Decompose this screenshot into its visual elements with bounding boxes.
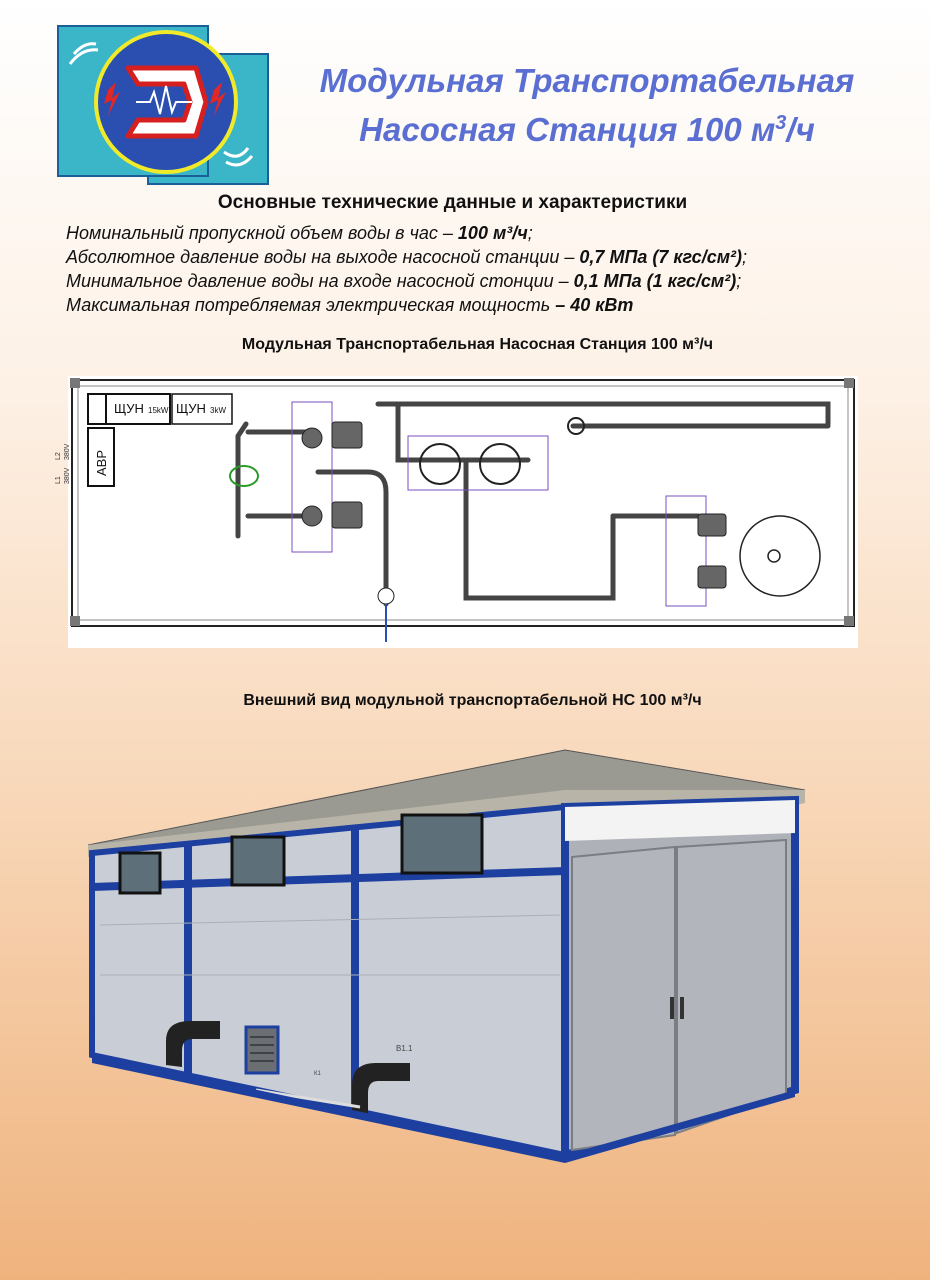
title-line-1: Модульная Транспортабельная bbox=[319, 62, 855, 99]
spec-item: Номинальный пропускной объем воды в час – 100 м³/ч; bbox=[66, 223, 533, 243]
specs-list bbox=[66, 221, 896, 317]
photo-caption: Внешний вид модульной транспортабельной НС 100 м³/ч bbox=[243, 692, 702, 709]
marking-k1: К1 bbox=[314, 1071, 321, 1077]
spec-item: Абсолютное давление воды на выходе насосной станции – 0,7 МПа (7 кгс/см²); bbox=[66, 247, 748, 267]
panel1-label: ЩУН bbox=[114, 401, 144, 416]
plan-caption: Модульная Транспортабельная Насосная Станция 100 м³/ч bbox=[241, 336, 714, 353]
panel1-rating: 15kW bbox=[148, 406, 169, 415]
company-logo bbox=[56, 24, 270, 184]
spec-item: Максимальная потребляемая электрическая мощность – 40 кВт bbox=[66, 295, 634, 315]
spec-item: Минимальное давление воды на входе насосной стонции – 0,1 МПа (1 кгс/см²); bbox=[66, 271, 742, 291]
title-line-2 bbox=[282, 102, 892, 151]
station-plan-drawing bbox=[55, 376, 858, 648]
line-l2: L2 bbox=[55, 452, 62, 460]
title-line-2-sup: 3 bbox=[775, 112, 787, 134]
line-l1-voltage: 380V bbox=[64, 467, 71, 484]
title-line-2-suffix: /ч bbox=[786, 111, 815, 148]
panel2-label: ЩУН bbox=[176, 401, 206, 416]
panel2-rating: 3kW bbox=[210, 406, 226, 415]
line-l2-voltage: 380V bbox=[64, 443, 71, 460]
vent-grille bbox=[246, 1027, 278, 1073]
title-line-2-prefix: Насосная Станция 100 м bbox=[359, 111, 776, 148]
avr-label: АВР bbox=[94, 449, 109, 476]
line-l1: L1 bbox=[55, 476, 62, 484]
specs-heading: Основные технические данные и характеристики bbox=[217, 192, 688, 213]
page-title bbox=[282, 60, 892, 151]
station-exterior-illustration bbox=[80, 745, 810, 1165]
marking-v1-1: В1.1 bbox=[396, 1044, 413, 1053]
